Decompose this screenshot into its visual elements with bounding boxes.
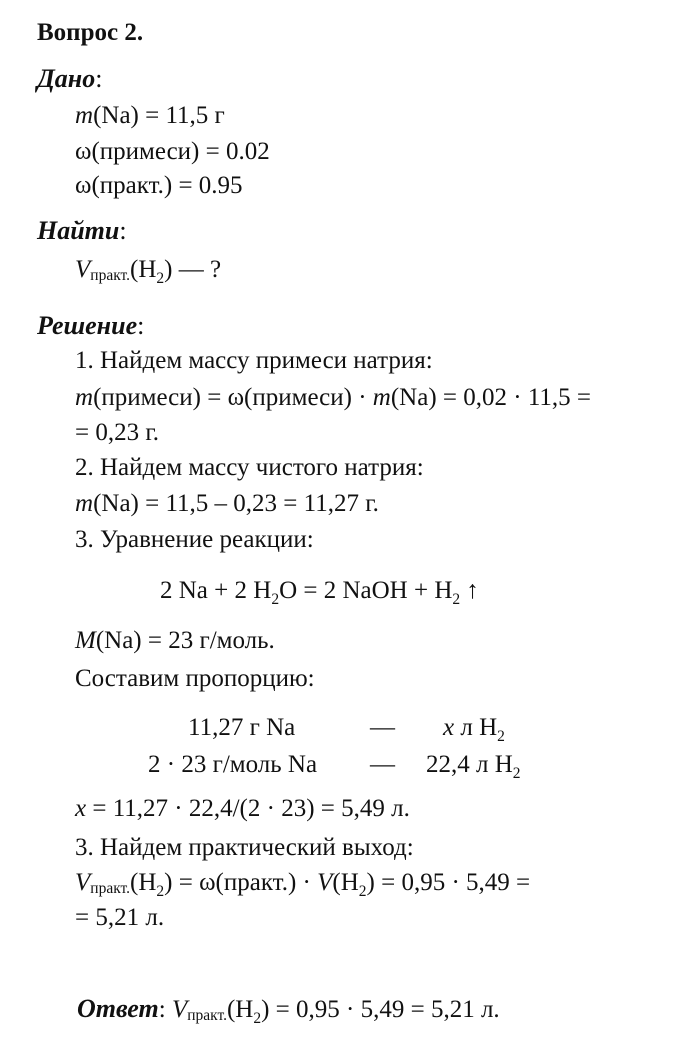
subscript: 2 (452, 590, 461, 608)
var-m: m (75, 490, 94, 517)
question-title: Вопрос 2. (37, 19, 144, 46)
subscript: практ. (90, 880, 131, 898)
molar-mass (75, 628, 275, 653)
text: (Na) = 11,5 – 0,23 = 11,27 г. (93, 490, 379, 517)
answer-line (77, 994, 500, 1027)
step3-label: 3. Уравнение реакции: (75, 526, 314, 553)
subscript: практ. (187, 1007, 227, 1025)
text: (H (332, 869, 359, 896)
step1-result: = 0,23 г. (75, 419, 160, 446)
subscript: 2 (512, 764, 521, 782)
var-V: V (75, 256, 91, 283)
text: = 11,27 · 22,4/(2 · 23) = 5,49 л. (86, 795, 410, 822)
text: 2 Na + 2 H (160, 577, 272, 604)
answer-heading: Ответ (77, 994, 159, 1023)
subscript: 2 (156, 269, 165, 287)
proportion-label: Составим пропорцию: (75, 665, 315, 692)
subscript: 2 (156, 882, 165, 900)
text: ) — ? (164, 256, 222, 283)
proportion-row-2-right (426, 751, 521, 782)
subscript: 2 (358, 882, 367, 900)
given-yield: ω(практ.) = 0.95 (75, 172, 243, 199)
find-heading (37, 218, 127, 244)
proportion-row-2-dash: — (370, 751, 395, 778)
text: л H (454, 714, 498, 741)
text: 22,4 л H (426, 751, 513, 778)
text: (H (130, 869, 157, 896)
step2-label: 2. Найдем массу чистого натрия: (75, 454, 424, 481)
colon: : (119, 216, 127, 245)
var-x: x (443, 714, 455, 741)
var-m: m (372, 384, 391, 411)
reaction-equation (160, 577, 479, 608)
text: (H (130, 256, 157, 283)
var-m: m (75, 102, 94, 129)
var-M: M (75, 627, 96, 654)
var-x: x (75, 795, 87, 822)
solution-heading-text: Решение (37, 311, 138, 340)
subscript: 2 (271, 590, 280, 608)
text: (примеси) = ω(примеси) · (93, 384, 373, 411)
text: (Na) = 23 г/моль. (95, 627, 275, 654)
x-calc (75, 796, 410, 821)
find-target (75, 256, 222, 287)
proportion-row-1-dash: — (370, 714, 395, 741)
gas-arrow-icon: ↑ (460, 577, 479, 604)
step1-label: 1. Найдем массу примеси натрия: (75, 347, 433, 374)
subscript: 2 (497, 727, 505, 745)
subscript: 2 (253, 1009, 262, 1027)
given-heading (37, 66, 102, 92)
given-mass (75, 103, 225, 128)
colon: : (158, 996, 166, 1023)
subscript: практ. (90, 267, 131, 285)
text: (Na) = 0,02 · 11,5 = (390, 384, 592, 411)
given-mass-value: (Na) = 11,5 г (93, 102, 225, 129)
var-V: V (171, 996, 188, 1023)
text: ) = ω(практ.) · (164, 869, 318, 896)
colon: : (137, 311, 145, 340)
proportion-row-1-left: 11,27 г Na (188, 714, 296, 741)
find-heading-text: Найти (37, 216, 120, 245)
given-heading-text: Дано (37, 64, 96, 93)
var-m: m (75, 384, 94, 411)
text: (H (226, 996, 254, 1023)
var-V: V (75, 869, 91, 896)
var-V: V (317, 869, 333, 896)
colon: : (95, 64, 103, 93)
text: ) = 0,95 · 5,49 = (366, 869, 531, 896)
step4-label: 3. Найдем практический выход: (75, 834, 414, 861)
solution-heading (37, 313, 144, 339)
given-impurity: ω(примеси) = 0.02 (75, 138, 270, 165)
text: O = 2 NaOH + H (279, 577, 453, 604)
text: ) = 0,95 · 5,49 = 5,21 л. (261, 996, 500, 1023)
step1-calc (75, 385, 591, 410)
step4-calc (75, 869, 531, 900)
proportion-row-2-left: 2 · 23 г/моль Na (148, 751, 318, 778)
step4-result: = 5,21 л. (75, 904, 165, 931)
proportion-row-1-right (443, 714, 505, 745)
step2-calc (75, 491, 379, 516)
